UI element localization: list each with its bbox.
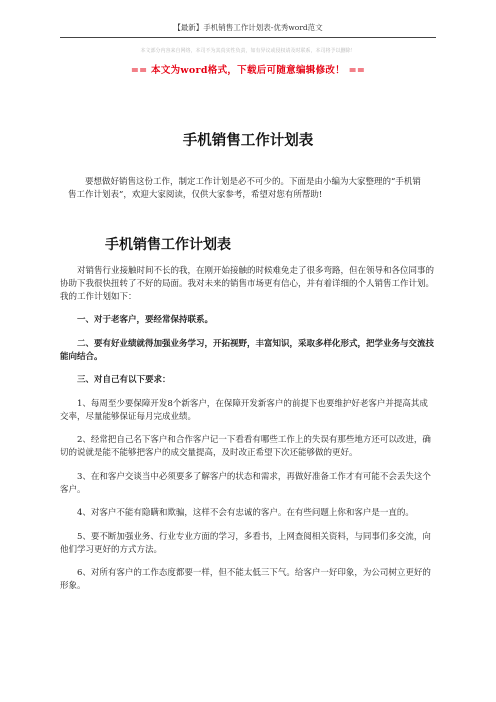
bold-heading: 二、要有好业绩就得加强业务学习，开拓视野，丰富知识，采取多样化形式，把学业务与交流技能向结合。 xyxy=(60,338,435,362)
list-paragraph: 3、在和客户交谈当中必须要多了解客户的状态和需求，再做好准备工作才有可能不会丢失这个客户。 xyxy=(60,471,431,495)
list-paragraph: 2、经常把自己名下客户和合作客户记一下看看有哪些工作上的失误有那些地方还可以改进，确切的说就是能不能够把客户的成交量提高，及时改正希望下次还能够做的更好。 xyxy=(60,435,431,458)
bold-heading: 一、对于老客户，要经常保持联系。 xyxy=(77,315,214,325)
disclaimer-text: 本文部分内容来自网络，本司不为其真实性负责，如有异议或侵权请及时联系，本司将予以删除！ xyxy=(140,48,356,54)
bold-heading: 三、对自己有以下要求： xyxy=(77,375,171,385)
document-body xyxy=(60,265,435,604)
list-paragraph: 1、每周至少要保障开发8个新客户，在保障开发新客户的前提下也要维护好老客户并提高其成交率，尽量能够保证每月完成业绩。 xyxy=(60,398,428,422)
list-paragraph: 4、对客户不能有隐瞒和欺骗，这样不会有忠诚的客户。在有些问题上你和客户是一直的。 xyxy=(77,508,414,518)
document-title: 手机销售工作计划表 xyxy=(182,132,314,149)
page-header: 【最新】手机销售工作计划表-优秀word范文 xyxy=(60,22,436,38)
list-paragraph: 5、要不断加强业务、行业专业方面的学习，多看书，上网查阅相关资料，与同事们多交流，向他们学习更好的方式方法。 xyxy=(60,531,431,555)
intro-paragraph: 要想做好销售这份工作，制定工作计划是必不可少的。下面是由小编为大家整理的“手机销售工作计划表”，欢迎大家阅读，仅供大家参考，希望对您有所帮助! xyxy=(68,177,421,200)
word-format-banner: == 本文为word格式，下载后可随意编辑修改！ == xyxy=(130,65,366,76)
body-paragraph: 对销售行业接触时间不长的我，在刚开始接触的时候难免走了很多弯路，但在领导和各位同事的协助下我很快扭转了不好的局面。我对未来的销售市场更有信心，并有着详细的个人销售工作计划。 我的工作计划如下： xyxy=(60,266,435,302)
section-heading: 手机销售工作计划表 xyxy=(105,237,231,253)
list-paragraph: 6、对所有客户的工作态度都要一样，但不能太低三下气。给客户一好印象，为公司树立更好的形象。 xyxy=(60,568,431,591)
